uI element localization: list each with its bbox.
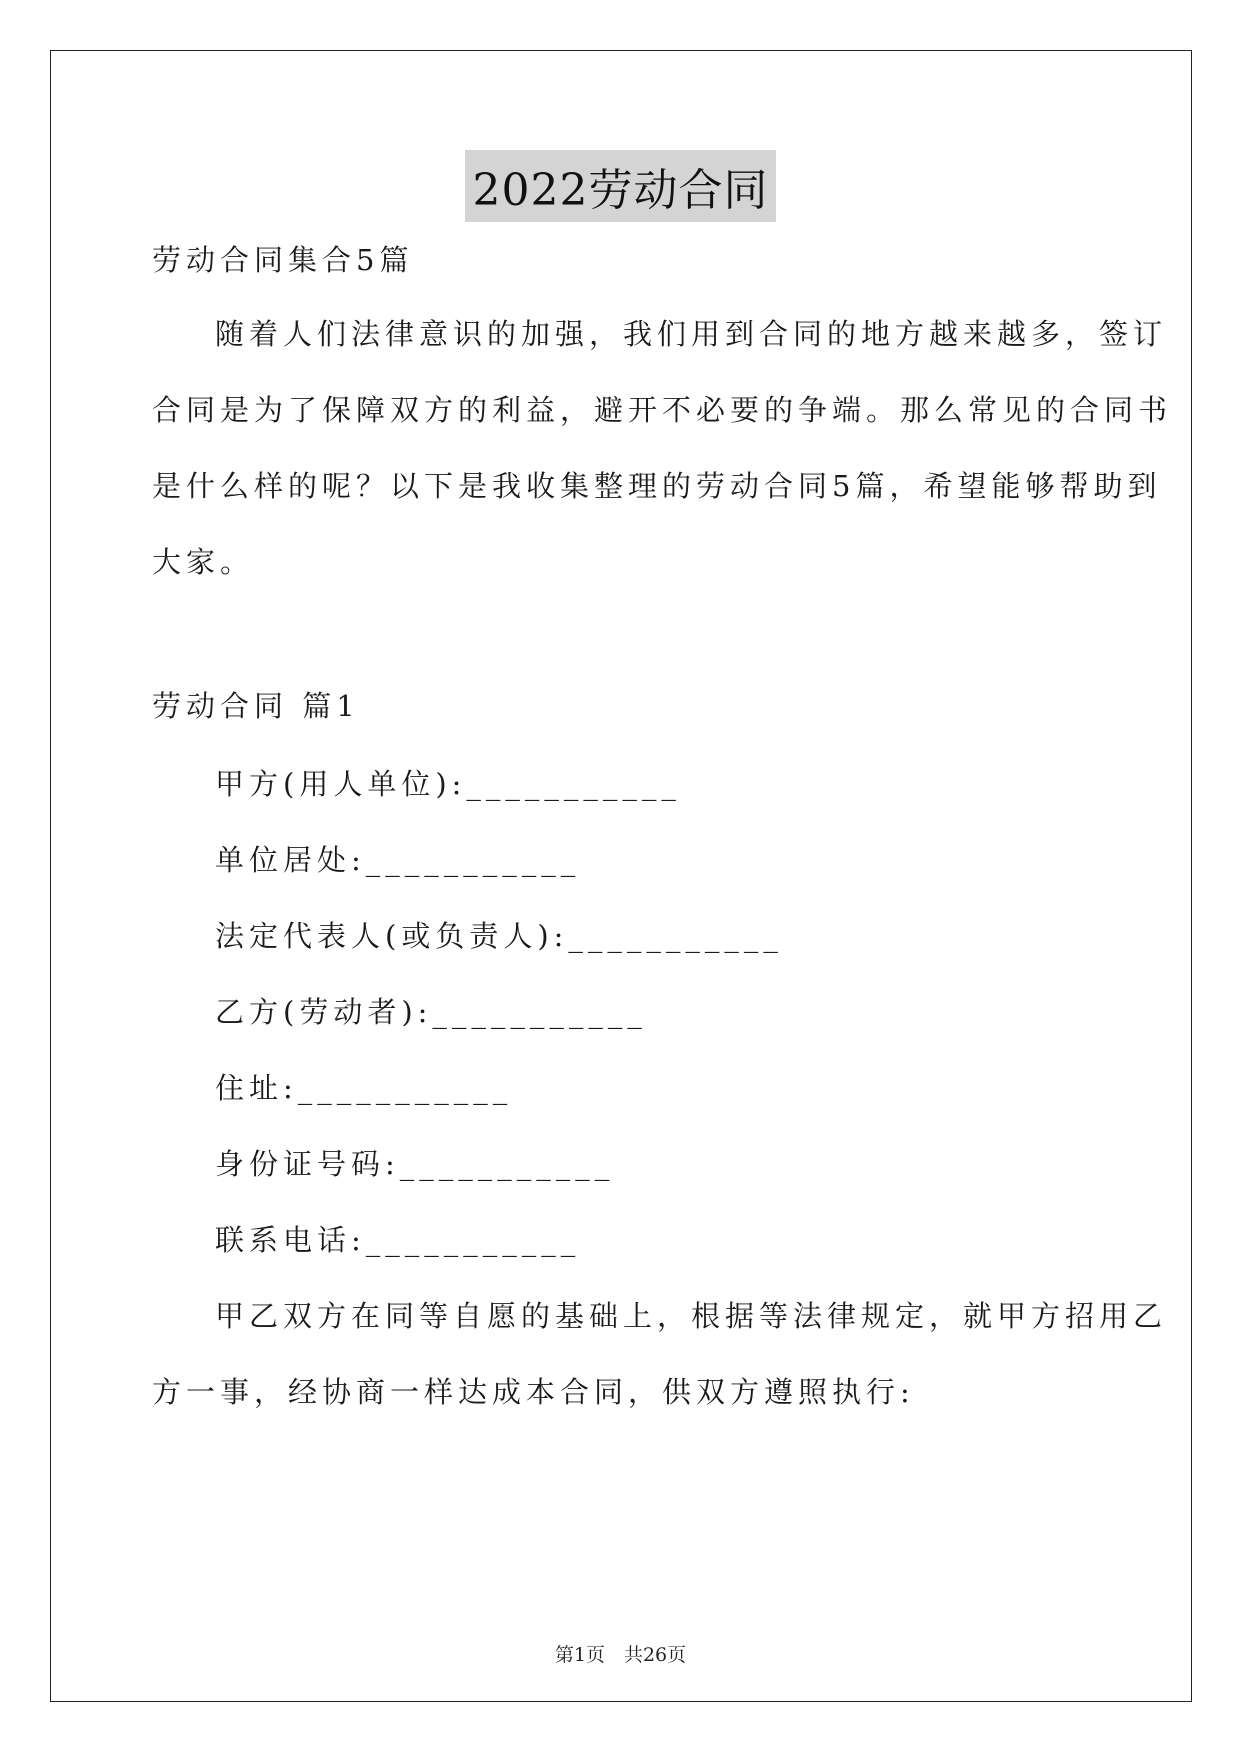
field-employee: 乙方(劳动者):___________: [215, 995, 647, 1029]
page-footer: 第1页 共26页: [554, 1644, 687, 1666]
field-address: 住址:___________: [215, 1071, 513, 1105]
intro-line: 是什么样的呢？以下是我收集整理的劳动合同5篇，希望能够帮助到: [152, 469, 1162, 503]
field-legal-representative: 法定代表人(或负责人):___________: [215, 919, 783, 953]
closing-line: 方一事，经协商一样达成本合同，供双方遵照执行:: [152, 1375, 915, 1409]
document-title: 2022劳动合同: [465, 150, 777, 222]
field-id-number: 身份证号码:___________: [215, 1147, 615, 1181]
document-subtitle: 劳动合同集合5篇: [152, 243, 414, 277]
title-block: [0, 150, 1241, 222]
intro-line: 大家。: [152, 545, 255, 579]
field-employer-address: 单位居处:___________: [215, 843, 581, 877]
intro-line: 合同是为了保障双方的利益，避开不必要的争端。那么常见的合同书: [152, 393, 1173, 427]
field-phone: 联系电话:___________: [215, 1223, 581, 1257]
closing-line: 甲乙双方在同等自愿的基础上，根据等法律规定，就甲方招用乙: [215, 1299, 1168, 1333]
intro-line: 随着人们法律意识的加强，我们用到合同的地方越来越多，签订: [215, 317, 1168, 351]
field-employer: 甲方(用人单位):___________: [215, 767, 681, 801]
section-heading: 劳动合同 篇1: [152, 689, 360, 723]
